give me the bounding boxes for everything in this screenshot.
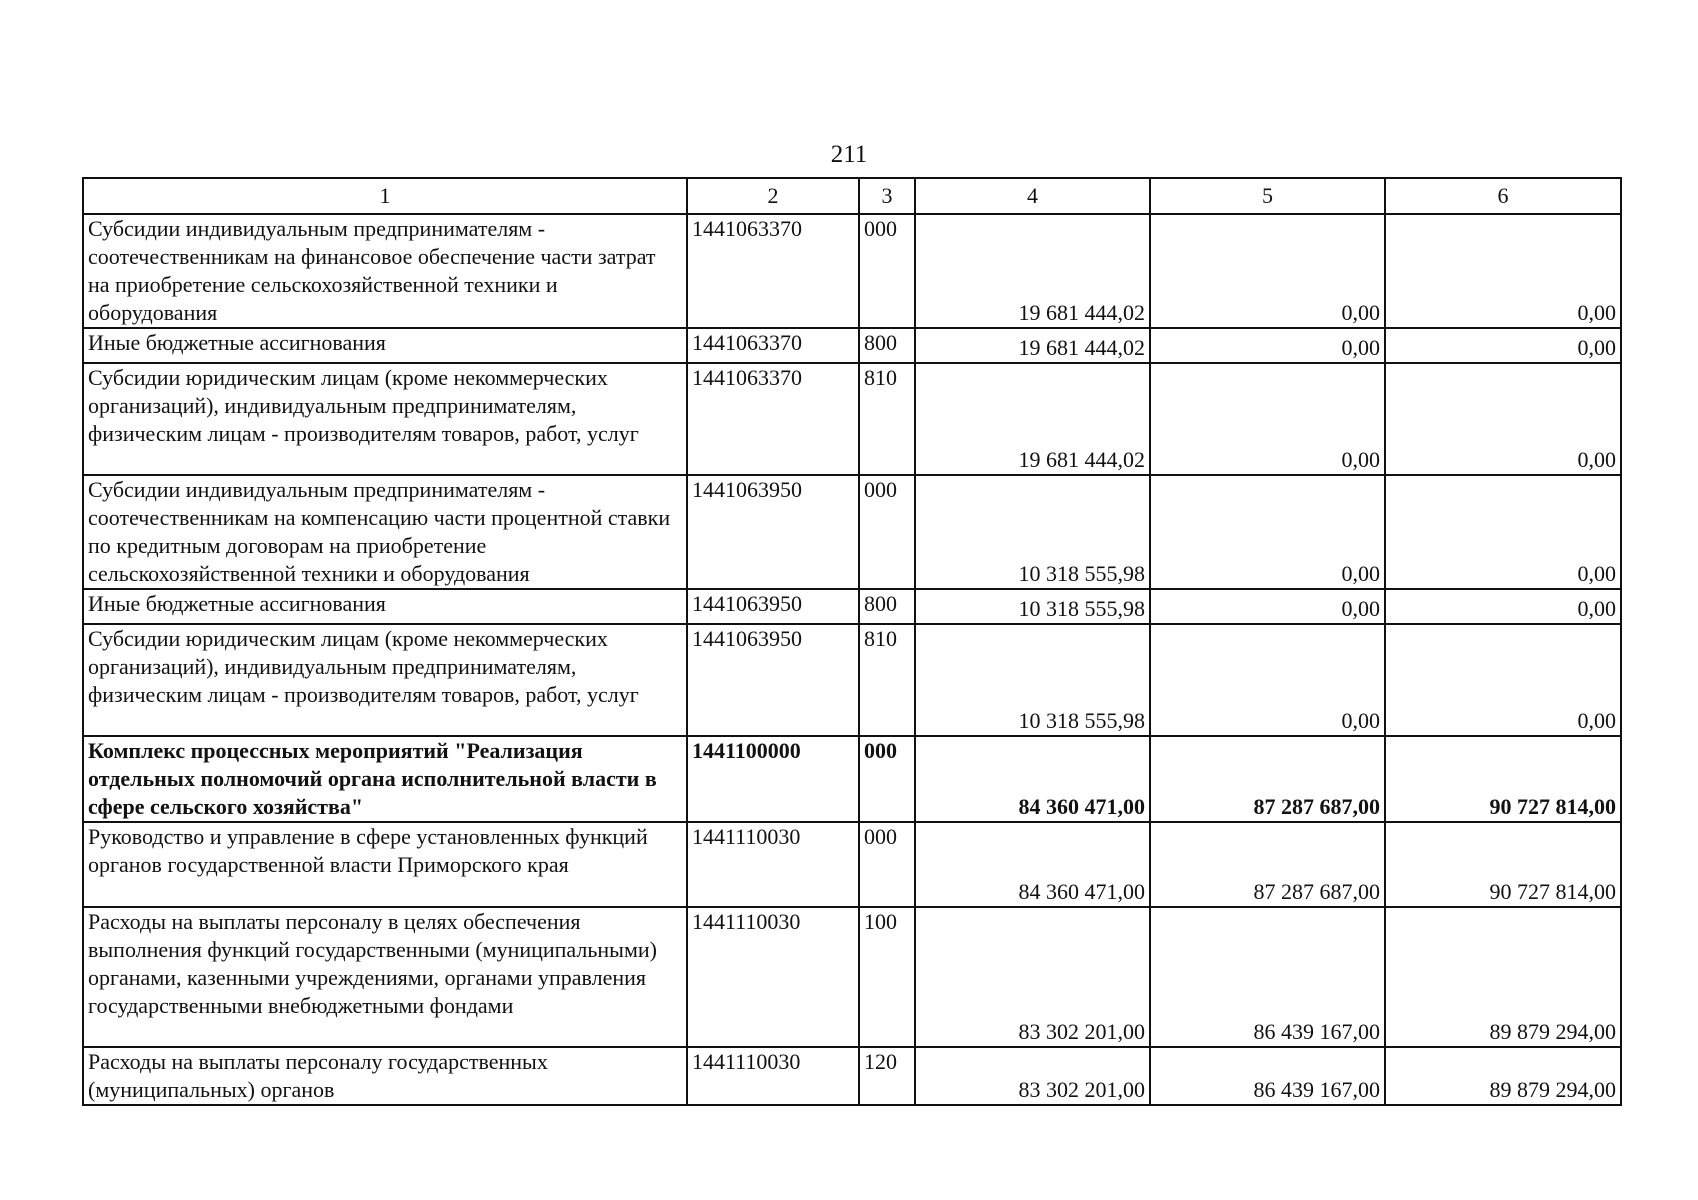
row-value-5: 0,00	[1150, 363, 1385, 475]
row-code: 1441063950	[687, 589, 859, 624]
row-type: 000	[859, 822, 915, 907]
row-name: Субсидии индивидуальным предпринимателям - соотечественникам на финансовое обеспечение части затрат на приобретение сельскохозяйственной техники и оборудования	[83, 214, 687, 328]
row-type: 120	[859, 1047, 915, 1105]
row-value-4: 83 302 201,00	[915, 1047, 1150, 1105]
row-value-6: 0,00	[1385, 214, 1621, 328]
row-value-5: 86 439 167,00	[1150, 1047, 1385, 1105]
row-name: Иные бюджетные ассигнования	[83, 589, 687, 624]
table-row	[83, 214, 1621, 328]
page-number: 211	[830, 141, 868, 168]
row-value-4: 10 318 555,98	[915, 589, 1150, 624]
row-type: 000	[859, 736, 915, 822]
header-cell: 3	[859, 178, 915, 214]
row-value-5: 87 287 687,00	[1150, 736, 1385, 822]
header-cell: 5	[1150, 178, 1385, 214]
header-cell: 6	[1385, 178, 1621, 214]
row-type: 800	[859, 589, 915, 624]
row-value-5: 0,00	[1150, 214, 1385, 328]
row-code: 1441110030	[687, 907, 859, 1047]
table-row	[83, 822, 1621, 907]
row-name: Субсидии юридическим лицам (кроме некоммерческих организаций), индивидуальным предпринимателям, физическим лицам - производителям товаров, работ, услуг	[83, 363, 687, 475]
row-value-6: 0,00	[1385, 363, 1621, 475]
row-value-6: 89 879 294,00	[1385, 1047, 1621, 1105]
row-name: Расходы на выплаты персоналу государственных (муниципальных) органов	[83, 1047, 687, 1105]
row-name: Расходы на выплаты персоналу в целях обеспечения выполнения функций государственными (муниципальными) органами, казенными учреждениями, органами управления государственными внебюджетными фондами	[83, 907, 687, 1047]
row-value-4: 84 360 471,00	[915, 736, 1150, 822]
row-code: 1441063370	[687, 328, 859, 363]
row-type: 100	[859, 907, 915, 1047]
row-value-4: 10 318 555,98	[915, 624, 1150, 736]
row-value-4: 19 681 444,02	[915, 363, 1150, 475]
row-type: 000	[859, 214, 915, 328]
row-type: 800	[859, 328, 915, 363]
table-row	[83, 624, 1621, 736]
row-value-6: 0,00	[1385, 328, 1621, 363]
row-type: 810	[859, 363, 915, 475]
row-name: Иные бюджетные ассигнования	[83, 328, 687, 363]
row-code: 1441063370	[687, 363, 859, 475]
row-value-5: 0,00	[1150, 328, 1385, 363]
row-value-5: 87 287 687,00	[1150, 822, 1385, 907]
row-value-5: 0,00	[1150, 624, 1385, 736]
row-code: 1441063950	[687, 624, 859, 736]
row-value-6: 0,00	[1385, 475, 1621, 589]
table-header-row	[83, 178, 1621, 214]
header-cell: 1	[83, 178, 687, 214]
table-body	[83, 178, 1621, 1105]
table-row	[83, 328, 1621, 363]
table-row	[83, 736, 1621, 822]
row-value-6: 0,00	[1385, 589, 1621, 624]
header-cell: 4	[915, 178, 1150, 214]
table-row	[83, 475, 1621, 589]
row-code: 1441063950	[687, 475, 859, 589]
row-name: Субсидии юридическим лицам (кроме некоммерческих организаций), индивидуальным предпринимателям, физическим лицам - производителям товаров, работ, услуг	[83, 624, 687, 736]
table-row	[83, 907, 1621, 1047]
row-value-4: 19 681 444,02	[915, 328, 1150, 363]
row-code: 1441110030	[687, 822, 859, 907]
table-row	[83, 1047, 1621, 1105]
budget-table	[82, 177, 1622, 1106]
table-row	[83, 363, 1621, 475]
row-code: 1441110030	[687, 1047, 859, 1105]
row-value-4: 10 318 555,98	[915, 475, 1150, 589]
table-row	[83, 589, 1621, 624]
row-code: 1441063370	[687, 214, 859, 328]
row-value-4: 84 360 471,00	[915, 822, 1150, 907]
row-code: 1441100000	[687, 736, 859, 822]
row-value-6: 90 727 814,00	[1385, 736, 1621, 822]
row-value-6: 0,00	[1385, 624, 1621, 736]
row-name: Комплекс процессных мероприятий "Реализация отдельных полномочий органа исполнительной власти в сфере сельского хозяйства"	[83, 736, 687, 822]
row-type: 000	[859, 475, 915, 589]
row-value-5: 0,00	[1150, 589, 1385, 624]
row-value-5: 0,00	[1150, 475, 1385, 589]
header-cell: 2	[687, 178, 859, 214]
row-name: Субсидии индивидуальным предпринимателям - соотечественникам на компенсацию части процентной ставки по кредитным договорам на приобретение сельскохозяйственной техники и оборудования	[83, 475, 687, 589]
row-name: Руководство и управление в сфере установленных функций органов государственной власти Приморского края	[83, 822, 687, 907]
row-value-4: 19 681 444,02	[915, 214, 1150, 328]
row-value-6: 89 879 294,00	[1385, 907, 1621, 1047]
row-type: 810	[859, 624, 915, 736]
row-value-6: 90 727 814,00	[1385, 822, 1621, 907]
row-value-4: 83 302 201,00	[915, 907, 1150, 1047]
row-value-5: 86 439 167,00	[1150, 907, 1385, 1047]
